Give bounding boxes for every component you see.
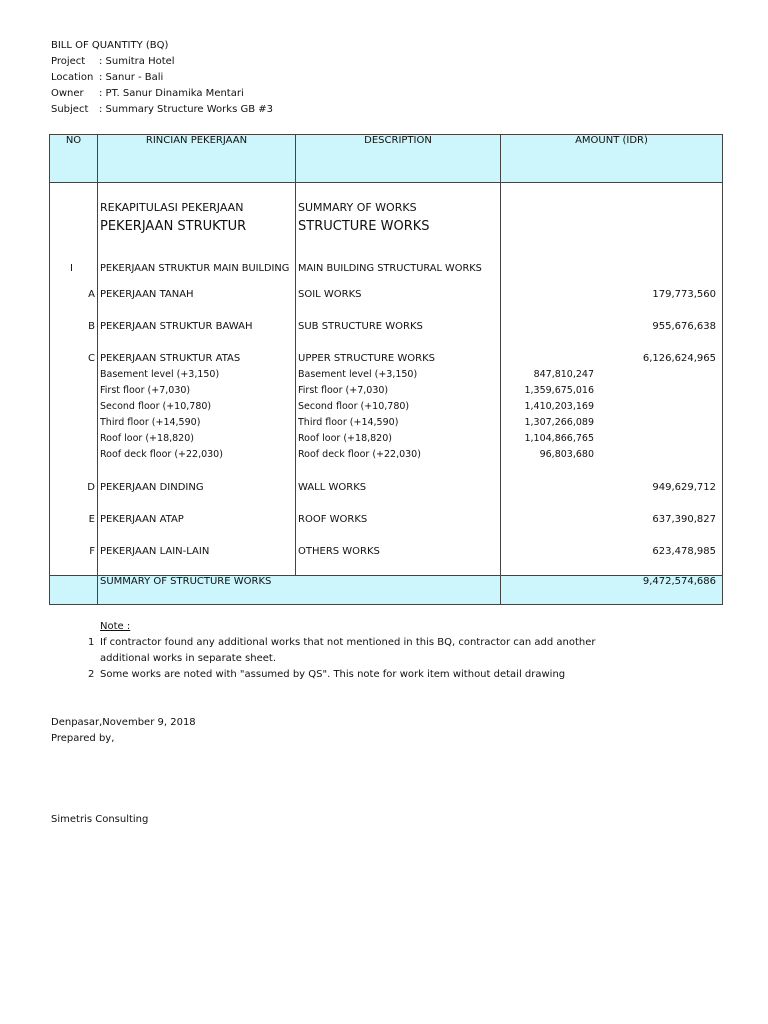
row-amount-b: 955,676,638 [652, 321, 716, 332]
note-1-line1: If contractor found any additional works that not mentioned in this BQ, contractor can add another [100, 637, 596, 648]
subject-field [51, 104, 273, 115]
table-header-row [50, 135, 723, 183]
section-no: I [70, 263, 73, 274]
row-no-d: D [87, 482, 95, 493]
col-header-amount: AMOUNT (IDR) [501, 135, 723, 183]
row-en-c: UPPER STRUCTURE WORKS [298, 353, 436, 364]
description-column [296, 183, 501, 576]
sub-amount-4: 1,104,866,765 [524, 433, 594, 444]
rincian-column [98, 183, 296, 576]
row-amount-e: 637,390,827 [652, 514, 716, 525]
owner-key: Owner [51, 88, 84, 99]
summary-amount: 9,472,574,686 [501, 576, 723, 605]
sub-id-1: First floor (+7,030) [100, 385, 191, 396]
row-en-f: OTHERS WORKS [298, 546, 380, 557]
sub-en-5: Roof deck floor (+22,030) [298, 449, 421, 460]
sub-id-2: Second floor (+10,780) [100, 401, 212, 412]
row-id-f: PEKERJAAN LAIN-LAIN [100, 546, 210, 557]
row-id-a: PEKERJAAN TANAH [100, 289, 194, 300]
recap-en: SUMMARY OF WORKS [298, 201, 417, 214]
location-value: : Sanur - Bali [99, 72, 164, 83]
struct-id: PEKERJAAN STRUKTUR [100, 219, 247, 234]
bq-table [49, 134, 723, 605]
col-header-description: DESCRIPTION [296, 135, 501, 183]
sub-en-1: First floor (+7,030) [298, 385, 389, 396]
section-en: MAIN BUILDING STRUCTURAL WORKS [298, 263, 482, 274]
prepared-by: Prepared by, [51, 733, 115, 744]
section-id: PEKERJAAN STRUKTUR MAIN BUILDING [100, 263, 290, 274]
row-no-f: F [89, 546, 95, 557]
project-key: Project [51, 56, 86, 67]
row-id-b: PEKERJAAN STRUKTUR BAWAH [100, 321, 253, 332]
sub-id-0: Basement level (+3,150) [100, 369, 220, 380]
row-id-e: PEKERJAAN ATAP [100, 514, 184, 525]
sub-en-0: Basement level (+3,150) [298, 369, 418, 380]
note-title: Note : [100, 621, 131, 632]
sub-id-3: Third floor (+14,590) [100, 417, 201, 428]
row-en-b: SUB STRUCTURE WORKS [298, 321, 423, 332]
sub-en-3: Third floor (+14,590) [298, 417, 399, 428]
location-key: Location [51, 72, 94, 83]
summary-label: SUMMARY OF STRUCTURE WORKS [98, 576, 501, 605]
row-amount-f: 623,478,985 [652, 546, 716, 557]
amount-column [501, 183, 723, 576]
summary-no-cell [50, 576, 98, 605]
location-field [51, 72, 163, 83]
row-en-e: ROOF WORKS [298, 514, 368, 525]
row-en-a: SOIL WORKS [298, 289, 362, 300]
struct-en: STRUCTURE WORKS [298, 219, 430, 234]
row-id-d: PEKERJAAN DINDING [100, 482, 204, 493]
sub-amount-1: 1,359,675,016 [524, 385, 594, 396]
summary-row [50, 576, 723, 605]
table-body-row [50, 183, 723, 576]
sub-en-2: Second floor (+10,780) [298, 401, 410, 412]
row-no-b: B [88, 321, 95, 332]
project-field [51, 56, 175, 67]
sub-amount-5: 96,803,680 [539, 449, 594, 460]
sub-id-4: Roof loor (+18,820) [100, 433, 194, 444]
col-header-rincian: RINCIAN PEKERJAAN [98, 135, 296, 183]
row-no-a: A [88, 289, 95, 300]
no-column [50, 183, 98, 576]
row-amount-c: 6,126,624,965 [642, 353, 716, 364]
row-id-c: PEKERJAAN STRUKTUR ATAS [100, 353, 241, 364]
note-1-line2: additional works in separate sheet. [100, 653, 277, 664]
note-1-no: 1 [88, 637, 95, 648]
place-date: Denpasar,November 9, 2018 [51, 717, 196, 728]
sub-en-4: Roof loor (+18,820) [298, 433, 392, 444]
company-name: Simetris Consulting [51, 814, 149, 825]
subject-value: : Summary Structure Works GB #3 [99, 104, 273, 115]
row-amount-d: 949,629,712 [652, 482, 716, 493]
project-value: : Sumitra Hotel [99, 56, 175, 67]
owner-value: : PT. Sanur Dinamika Mentari [99, 88, 244, 99]
sub-amount-3: 1,307,266,089 [524, 417, 594, 428]
note-2-line1: Some works are noted with "assumed by QS". This note for work item without detail drawing [100, 669, 566, 680]
owner-field [51, 88, 244, 99]
sub-amount-0: 847,810,247 [533, 369, 594, 380]
recap-id: REKAPITULASI PEKERJAAN [100, 201, 244, 214]
subject-key: Subject [51, 104, 89, 115]
row-en-d: WALL WORKS [298, 482, 367, 493]
sub-amount-2: 1,410,203,169 [524, 401, 594, 412]
row-no-e: E [88, 514, 95, 525]
document-title: BILL OF QUANTITY (BQ) [51, 40, 169, 51]
note-2-no: 2 [88, 669, 95, 680]
sub-id-5: Roof deck floor (+22,030) [100, 449, 223, 460]
col-header-no: NO [50, 135, 98, 183]
row-no-c: C [88, 353, 95, 364]
row-amount-a: 179,773,560 [652, 289, 716, 300]
